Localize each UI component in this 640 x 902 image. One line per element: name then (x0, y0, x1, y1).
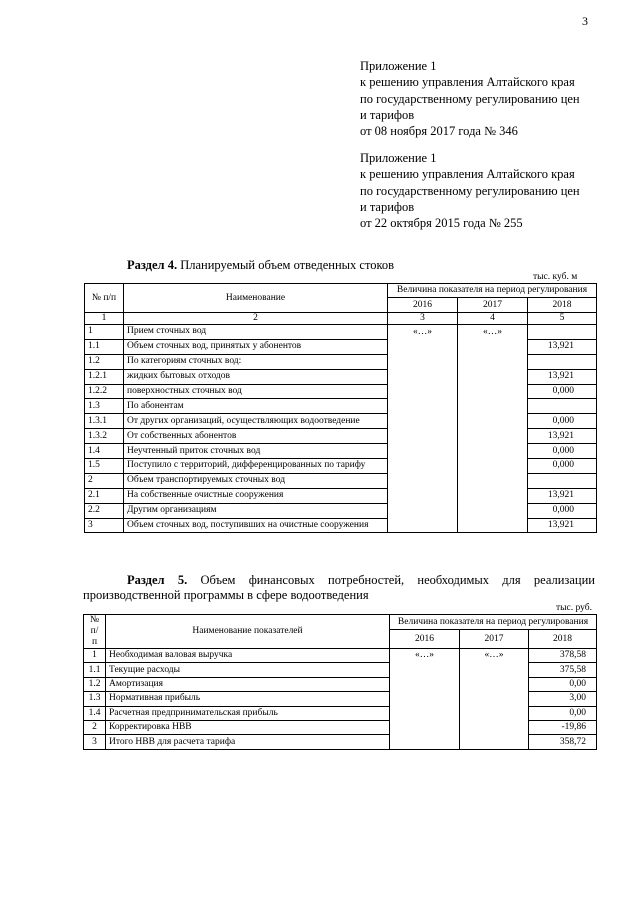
row-name: Амортизация (106, 677, 390, 691)
table-row (85, 325, 597, 340)
row-number: 2 (85, 473, 124, 488)
value-2017 (458, 459, 528, 474)
value-2017 (460, 706, 529, 720)
value-2017 (460, 677, 529, 691)
row-number: 3 (85, 518, 124, 533)
value-2016 (388, 488, 458, 503)
value-2018 (528, 354, 597, 369)
row-name: Итого НВВ для расчета тарифа (106, 735, 390, 749)
value-2016 (390, 735, 460, 749)
appendix-line: к решению управления Алтайского края (360, 75, 575, 90)
section5-title-text: Объем финансовых потребностей, необходимых для реализации производственной программы в сфере водоотведения (83, 573, 595, 602)
value-2018: 13,921 (528, 488, 597, 503)
value-2016 (390, 720, 460, 734)
row-number: 2 (84, 720, 106, 734)
value-2016 (388, 459, 458, 474)
value-2016 (388, 444, 458, 459)
appendix-line: от 22 октября 2015 года № 255 (360, 216, 523, 231)
row-name: Объем сточных вод, принятых у абонентов (124, 339, 388, 354)
header-name: Наименование показателей (106, 615, 390, 649)
value-2016 (388, 473, 458, 488)
row-name: Нормативная прибыль (106, 692, 390, 706)
value-2018: 0,000 (528, 444, 597, 459)
header-num-line: п (91, 637, 98, 647)
value-2018 (528, 399, 597, 414)
column-number: 1 (85, 313, 124, 325)
page-number: 3 (582, 14, 588, 28)
value-2016 (390, 692, 460, 706)
value-2018: 3,00 (529, 692, 597, 706)
column-number: 2 (124, 313, 388, 325)
table-row (85, 369, 597, 384)
table-row (85, 518, 597, 533)
appendix-line: по государственному регулированию цен (360, 91, 580, 106)
row-name: поверхностных сточных вод (124, 384, 388, 399)
value-2016 (390, 663, 460, 677)
section4-title (127, 258, 394, 273)
section5-table (83, 614, 597, 750)
row-name: По абонентам (124, 399, 388, 414)
appendix-line: Приложение 1 (360, 59, 437, 73)
row-name: Неучтенный приток сточных вод (124, 444, 388, 459)
table-row (85, 459, 597, 474)
value-2018: 0,000 (528, 414, 597, 429)
appendix-line: и тарифов (360, 199, 415, 214)
value-2017 (460, 663, 529, 677)
header-num (84, 615, 106, 649)
value-2018: 358,72 (529, 735, 597, 749)
appendix-line: и тарифов (360, 107, 415, 122)
value-2017: «…» (458, 325, 528, 340)
row-name: По категориям сточных вод: (124, 354, 388, 369)
row-number: 1.4 (84, 706, 106, 720)
table-row (85, 384, 597, 399)
row-number: 1.5 (85, 459, 124, 474)
table-row (85, 444, 597, 459)
table-row (84, 663, 597, 677)
row-name: От других организаций, осуществляющих водоотведение (124, 414, 388, 429)
value-2017 (458, 518, 528, 533)
value-2017 (458, 414, 528, 429)
value-2018: 378,58 (529, 649, 597, 663)
header-period: Величина показателя на период регулирования (388, 284, 597, 298)
row-name: Поступило с территорий, дифференцированных по тарифу (124, 459, 388, 474)
header-period: Величина показателя на период регулирования (390, 615, 597, 630)
row-number: 1.3 (84, 692, 106, 706)
row-name: Корректировка НВВ (106, 720, 390, 734)
row-number: 2.1 (85, 488, 124, 503)
row-number: 1.3 (85, 399, 124, 414)
row-number: 1.3.2 (85, 429, 124, 444)
section5-unit: тыс. руб. (556, 603, 592, 613)
value-2018: 13,921 (528, 429, 597, 444)
header-year: 2017 (458, 298, 528, 313)
row-name: От собственных абонентов (124, 429, 388, 444)
value-2017 (458, 444, 528, 459)
value-2018 (528, 325, 597, 340)
appendix-block-2 (360, 150, 580, 231)
header-num-line: п/ (90, 626, 99, 636)
appendix-line: от 08 ноября 2017 года № 346 (360, 124, 518, 139)
table-row (85, 503, 597, 518)
appendix-line: по государственному регулированию цен (360, 183, 580, 198)
value-2017 (458, 369, 528, 384)
row-name: Объем сточных вод, поступивших на очистные сооружения (124, 518, 388, 533)
value-2017 (458, 503, 528, 518)
column-number: 5 (528, 313, 597, 325)
row-number: 1.4 (85, 444, 124, 459)
table-row (84, 706, 597, 720)
row-name: На собственные очистные сооружения (124, 488, 388, 503)
row-number: 1.2.1 (85, 369, 124, 384)
row-number: 1.1 (85, 339, 124, 354)
table-row (85, 399, 597, 414)
value-2017 (458, 354, 528, 369)
row-number: 3 (84, 735, 106, 749)
row-number: 1.2 (85, 354, 124, 369)
row-number: 1 (85, 325, 124, 340)
row-name: Объем транспортируемых сточных вод (124, 473, 388, 488)
header-year: 2016 (390, 630, 460, 649)
row-number: 1 (84, 649, 106, 663)
section5-title-bold: Раздел 5. (127, 573, 188, 587)
header-name: Наименование (124, 284, 388, 313)
value-2016: «…» (388, 325, 458, 340)
value-2018: -19,86 (529, 720, 597, 734)
value-2017 (458, 488, 528, 503)
value-2017 (458, 384, 528, 399)
value-2017 (460, 720, 529, 734)
table-row (84, 692, 597, 706)
column-number: 4 (458, 313, 528, 325)
value-2018: 13,921 (528, 518, 597, 533)
value-2018: 0,000 (528, 384, 597, 399)
value-2018: 13,921 (528, 339, 597, 354)
value-2016 (388, 354, 458, 369)
row-name: Другим организациям (124, 503, 388, 518)
value-2016 (388, 429, 458, 444)
column-number: 3 (388, 313, 458, 325)
value-2018: 0,00 (529, 706, 597, 720)
value-2016 (388, 399, 458, 414)
value-2018: 0,000 (528, 459, 597, 474)
row-name: Необходимая валовая выручка (106, 649, 390, 663)
value-2017 (460, 692, 529, 706)
value-2016 (388, 339, 458, 354)
value-2018: 13,921 (528, 369, 597, 384)
section5-title (83, 573, 595, 603)
row-name: Расчетная предпринимательская прибыль (106, 706, 390, 720)
row-name: жидких бытовых отходов (124, 369, 388, 384)
value-2016 (388, 384, 458, 399)
value-2016 (388, 414, 458, 429)
header-year: 2017 (460, 630, 529, 649)
row-number: 2.2 (85, 503, 124, 518)
table-row (84, 720, 597, 734)
value-2017 (460, 735, 529, 749)
value-2017 (458, 473, 528, 488)
section4-title-text: Планируемый объем отведенных стоков (177, 258, 395, 272)
table-row (84, 677, 597, 691)
value-2017 (458, 429, 528, 444)
table-row (85, 414, 597, 429)
value-2017: «…» (460, 649, 529, 663)
row-number: 1.1 (84, 663, 106, 677)
appendix-line: к решению управления Алтайского края (360, 167, 575, 182)
value-2016 (388, 503, 458, 518)
value-2018: 0,00 (529, 677, 597, 691)
value-2018 (528, 473, 597, 488)
section4-title-bold: Раздел 4. (127, 258, 178, 272)
row-number: 1.2 (84, 677, 106, 691)
row-number: 1.3.1 (85, 414, 124, 429)
table-row (84, 735, 597, 749)
table-row (85, 488, 597, 503)
header-num: № п/п (85, 284, 124, 313)
value-2018: 375,58 (529, 663, 597, 677)
table-row (85, 339, 597, 354)
header-num-line: № (89, 615, 100, 625)
header-year: 2018 (529, 630, 597, 649)
row-name: Прием сточных вод (124, 325, 388, 340)
value-2016 (388, 369, 458, 384)
header-year: 2018 (528, 298, 597, 313)
value-2017 (458, 399, 528, 414)
appendix-line: Приложение 1 (360, 151, 437, 165)
value-2016 (390, 706, 460, 720)
value-2016: «…» (390, 649, 460, 663)
table-row (85, 473, 597, 488)
table-row (84, 649, 597, 663)
value-2018: 0,000 (528, 503, 597, 518)
table-row (85, 429, 597, 444)
value-2016 (390, 677, 460, 691)
header-year: 2016 (388, 298, 458, 313)
value-2016 (388, 518, 458, 533)
table-row (85, 354, 597, 369)
value-2017 (458, 339, 528, 354)
section4-table (84, 283, 597, 533)
row-name: Текущие расходы (106, 663, 390, 677)
section4-unit: тыс. куб. м (533, 272, 578, 282)
row-number: 1.2.2 (85, 384, 124, 399)
appendix-block-1 (360, 58, 580, 139)
